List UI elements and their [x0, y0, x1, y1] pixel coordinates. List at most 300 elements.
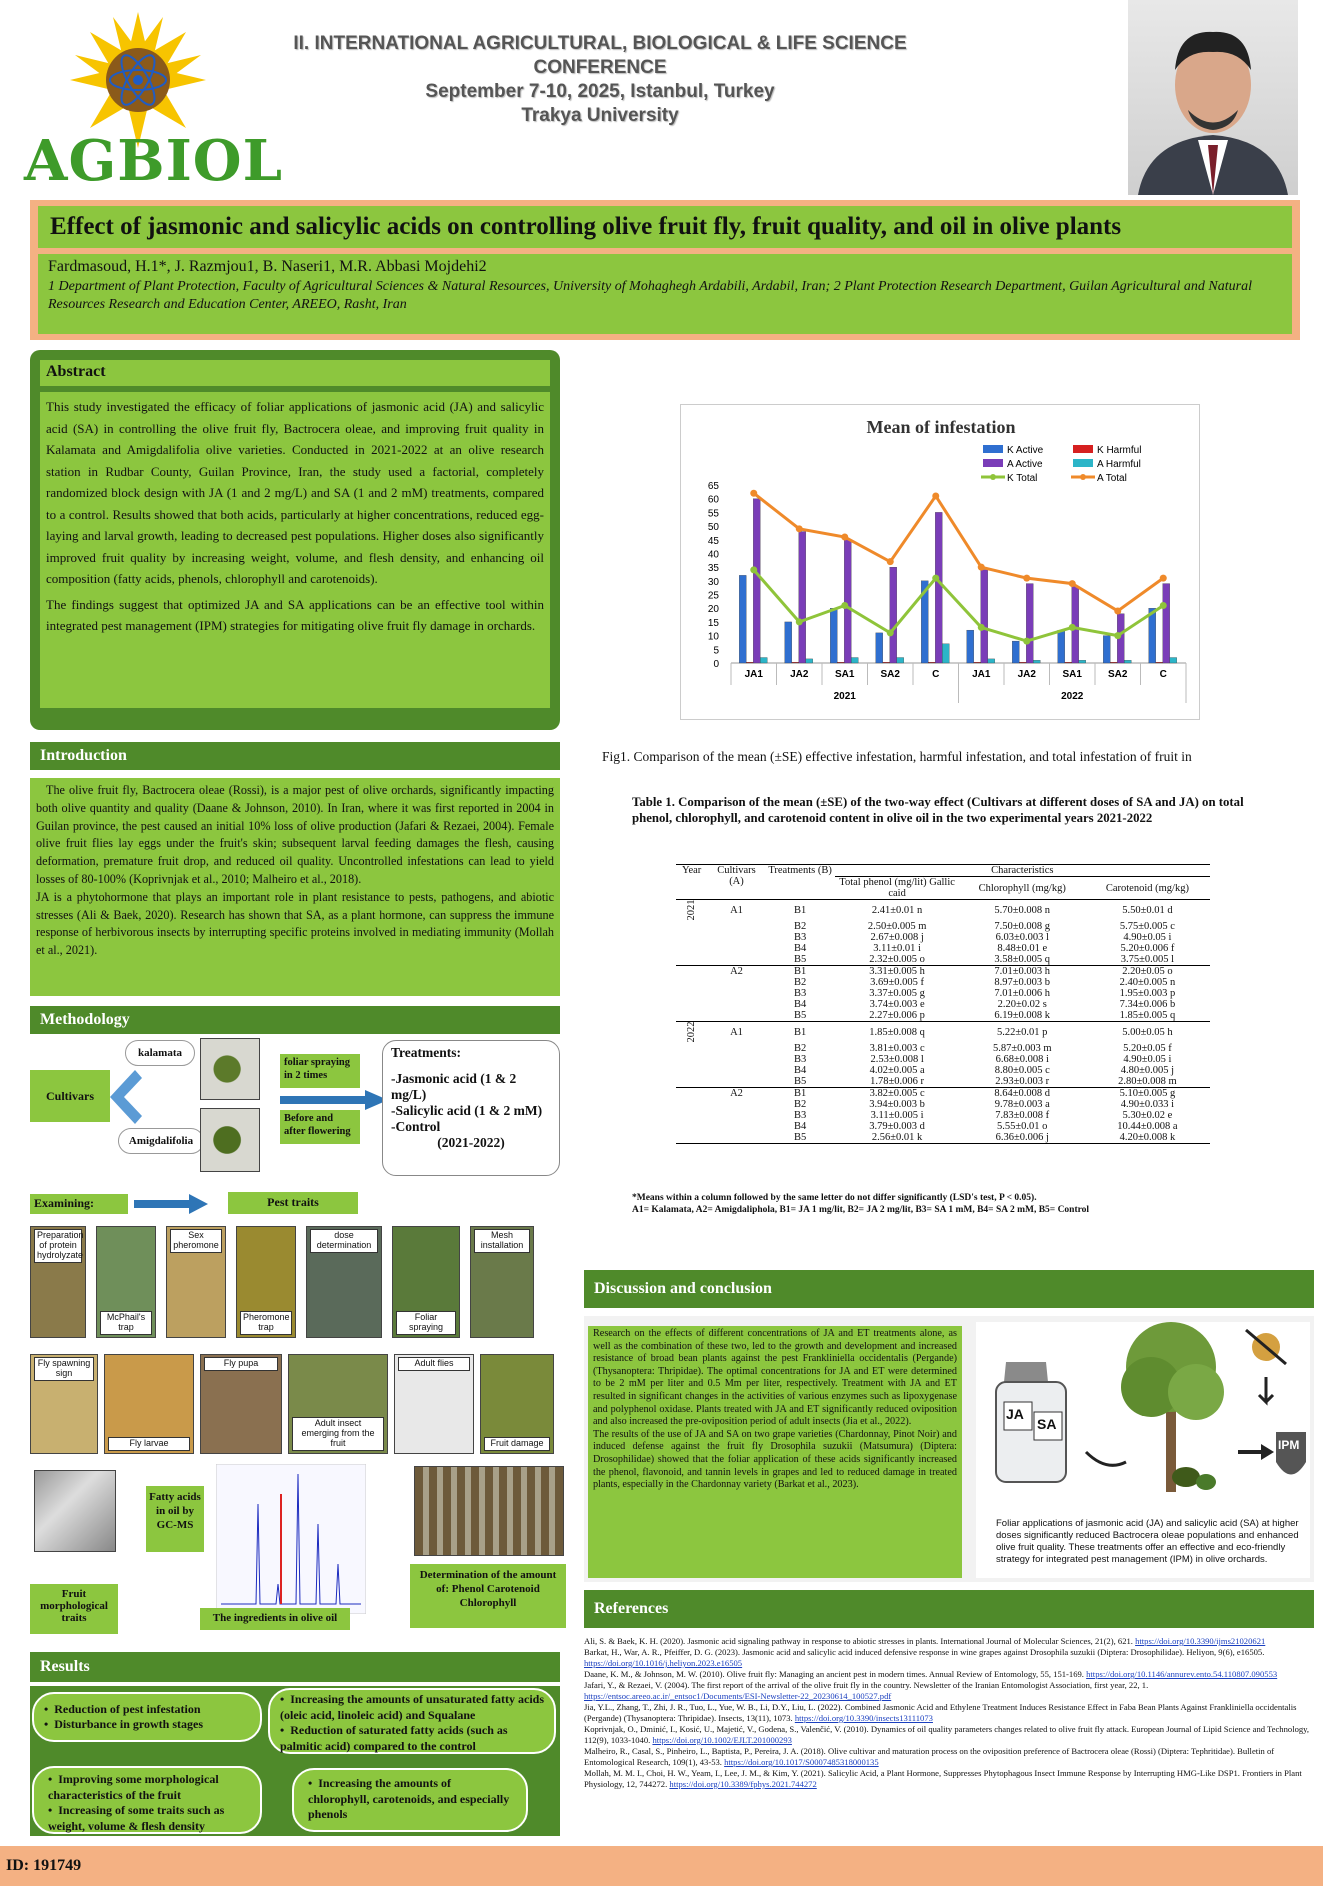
results-panel [30, 1686, 560, 1836]
point [932, 575, 939, 582]
photo-label: Mesh installation [474, 1229, 530, 1253]
table-cell [707, 1043, 765, 1054]
discussion-heading: Discussion and conclusion [584, 1270, 1314, 1308]
table-header-characteristics: Characteristics [835, 865, 1210, 877]
reference-text: Koprivnjak, O., Dminić, I., Kosić, U., Majetić, V., Godena, S., Valenčić, V. (2010). Dynamics of oil quality parameters changes related to olive fruit fly attack. European Journal of Lipid Science and Technology, 112(9), 1033-1040. [584, 1724, 1310, 1745]
bar [1170, 658, 1177, 663]
bar [1110, 662, 1117, 663]
legend-label: K Active [1007, 445, 1044, 456]
point [1023, 575, 1030, 582]
bar [792, 662, 799, 663]
table-row [676, 1065, 1210, 1076]
bar [1033, 660, 1040, 663]
table-cell: 4.90±0.033 i [1120, 1099, 1175, 1110]
results-heading: Results [30, 1652, 560, 1682]
photo-label: Fly spawning sign [34, 1357, 94, 1381]
table-cell: 5.20±0.006 f [1120, 943, 1175, 954]
photo-label: Fruit damage [484, 1437, 550, 1451]
x-tick-label: JA1 [744, 669, 763, 680]
table-cell: 7.83±0.008 f [995, 1110, 1050, 1121]
reference-link[interactable]: https://entsoc.areeo.ac.ir/_entsoc1/Documents/ESI-Newsletter-22_20230614_100527.pdf [584, 1691, 892, 1701]
table-cell: A1 [730, 905, 743, 916]
table-cell: 6.36±0.006 j [995, 1132, 1049, 1143]
reference-link[interactable]: https://doi.org/10.3390/ijms21020621 [1135, 1636, 1266, 1646]
conclusion-figure [976, 1322, 1310, 1578]
table-cell: B2 [793, 1099, 807, 1110]
y-tick-label: 5 [713, 645, 719, 657]
chart-svg [681, 405, 1201, 721]
table-note-2: A1= Kalamata, A2= Amigdaliphola, B1= JA 1 mg/lit, B2= JA 2 mg/lit, B3= SA 1 mM, B4= SA 2 mM, B5= Control [632, 1205, 1090, 1215]
bar [974, 662, 981, 663]
x-tick-label: JA2 [790, 669, 809, 680]
table-cell: 4.80±0.005 j [1120, 1065, 1175, 1076]
table-cell: 7.01±0.003 h [994, 966, 1051, 977]
introduction-body [30, 778, 560, 996]
y-tick-label: 40 [707, 549, 719, 561]
table-cell [707, 1121, 765, 1132]
method-photo [96, 1226, 156, 1338]
table-cell: B3 [793, 1110, 807, 1121]
table-cell [676, 1054, 707, 1065]
bar [967, 630, 974, 663]
table-header-chlorophyll: Chlorophyll (mg/kg) [978, 882, 1066, 894]
table-cell: B4 [793, 943, 807, 954]
table-cell: 3.58±0.005 q [994, 954, 1051, 965]
reference-link[interactable]: https://doi.org/10.1016/j.heliyon.2023.e16505 [584, 1658, 743, 1668]
conference-info [290, 32, 910, 128]
figure-caption-text: Fig1. Comparison of the mean (±SE) effective infestation, harmful infestation, and total infestation of fruit in [602, 750, 1192, 764]
sa-label: SA [1037, 1416, 1057, 1432]
point [932, 492, 939, 499]
table-header-carotenoid: Carotenoid (mg/kg) [1105, 882, 1189, 894]
table-cell [707, 1065, 765, 1076]
discussion-panel [584, 1316, 1314, 1582]
bar [1163, 584, 1170, 663]
reference-link[interactable]: https://doi.org/10.3390/insects13111073 [794, 1713, 933, 1723]
table-cell: 2.20±0.02 s [997, 999, 1047, 1010]
point [978, 624, 985, 631]
poster-id: ID: 191749 [6, 1857, 82, 1874]
method-photo [470, 1226, 534, 1338]
introduction-heading: Introduction [30, 742, 560, 770]
table-cell: B1 [793, 1027, 807, 1038]
table-cell: 2.40±0.005 n [1119, 977, 1176, 988]
chromatogram-icon [216, 1464, 366, 1614]
table-header-cultivars: Cultivars (A) [717, 865, 756, 887]
x-tick-label: SA1 [835, 669, 855, 680]
bar [1124, 660, 1131, 663]
photo-label: Adult insect emerging from the fruit [292, 1417, 384, 1451]
point [1114, 632, 1121, 639]
table-cell: 2.53±0.008 l [870, 1054, 924, 1065]
conference-name: II. INTERNATIONAL AGRICULTURAL, BIOLOGICAL & LIFE SCIENCE [293, 33, 907, 54]
table-cell: B1 [793, 1088, 807, 1099]
conference-date: September 7-10, 2025, Istanbul, Turkey [425, 81, 775, 102]
bar [753, 499, 760, 663]
point [1114, 607, 1121, 614]
table-cell: B4 [793, 1121, 807, 1132]
treatments-box [382, 1040, 560, 1176]
table-notes [632, 1192, 1292, 1216]
spray-timing-box: Before and after flowering [280, 1110, 360, 1144]
table-row [676, 943, 1210, 954]
x-tick-label: JA2 [1017, 669, 1036, 680]
bar [1019, 662, 1026, 663]
table-cell: 2.27±0.006 p [869, 1010, 925, 1021]
ja-label: JA [1006, 1406, 1024, 1422]
reference-item [584, 1702, 1314, 1724]
result-item: • Disturbance in growth stages [44, 1717, 203, 1731]
table-row [676, 1121, 1210, 1132]
y-tick-label: 20 [707, 604, 719, 616]
conference-venue: Trakya University [521, 105, 679, 126]
affiliations: 1 Department of Plant Protection, Faculty of Agricultural Sciences & Natural Resources, University of Mohaghegh Ardabili, Ardabil, Iran; 2 Plant Protection Research Department, Guilan Agricultural and Natural Resources Research and Education Center, AREEO, Rasht, Iran [48, 279, 1252, 312]
bar [890, 567, 897, 663]
table-cell: A1 [730, 1027, 743, 1038]
table-cell: 1.78±0.006 r [870, 1076, 925, 1087]
table-cell: 6.68±0.008 i [995, 1054, 1049, 1065]
table-cell: B5 [793, 1076, 807, 1087]
table-row [676, 1076, 1210, 1088]
reference-item [584, 1768, 1314, 1790]
method-photo [166, 1226, 226, 1338]
method-photo [306, 1226, 382, 1338]
method-photo [394, 1354, 474, 1454]
table-row [676, 932, 1210, 943]
examining-row [30, 1192, 570, 1218]
legend-swatch [1073, 459, 1093, 467]
table-cell: 5.75±0.005 c [1119, 921, 1175, 932]
point [1069, 580, 1076, 587]
table-cell: B3 [793, 932, 807, 943]
table-cell [676, 966, 707, 978]
reference-item [584, 1680, 1314, 1702]
table-row [676, 1132, 1210, 1144]
table-row [676, 1022, 1210, 1044]
photo-label: Pheromone trap [240, 1311, 292, 1335]
amigdalifolia-fruit-photo [200, 1108, 260, 1172]
bar [876, 633, 883, 663]
table-cell: 2.41±0.01 n [871, 905, 923, 916]
results-box-pest [32, 1692, 262, 1742]
y-tick-label: 65 [707, 481, 719, 492]
table-cell: 3.69±0.005 f [870, 977, 925, 988]
bar [981, 570, 988, 663]
table-cell: B1 [793, 966, 807, 977]
chart-title: Mean of infestation [866, 417, 1016, 437]
reference-item [584, 1636, 1314, 1647]
reference-item [584, 1724, 1314, 1746]
table-row [676, 1088, 1210, 1100]
x-tick-label: JA1 [972, 669, 991, 680]
table-cell: 2.93±0.003 r [995, 1076, 1050, 1087]
legend-label: A Total [1097, 473, 1127, 484]
x-tick-label: SA2 [880, 669, 900, 680]
series-line [754, 493, 1164, 611]
point [1160, 602, 1167, 609]
bar [988, 659, 995, 663]
methodology-photos-row-2 [30, 1354, 570, 1454]
table-cell [676, 1121, 707, 1132]
legend-label: A Active [1007, 459, 1043, 470]
table-cell: B5 [793, 1132, 807, 1143]
bar [1058, 630, 1065, 663]
table-cell: B3 [793, 1054, 807, 1065]
reference-text: Mollah, M. M. I., Choi, H. W., Yeam, I., Lee, J. M., & Kim, Y. (2021). Salicylic Acid, a Plant Hormone, Suppresses Phytophagous Insect Immune Response by Interrupting HMG-Like DSP1. Frontiers in Plant Physiology, 12, 744272. [584, 1768, 1302, 1789]
table-cell: 8.48±0.01 e [997, 943, 1048, 954]
bar [739, 575, 746, 663]
method-photo [236, 1226, 296, 1338]
table-cell: 3.11±0.01 i [873, 943, 921, 954]
right-arrow-icon [280, 1090, 390, 1110]
table-row [676, 1054, 1210, 1065]
reference-item [584, 1647, 1314, 1669]
table-cell [707, 1110, 765, 1121]
treatment-sa: -Salicylic acid (1 & 2 mM) [391, 1103, 543, 1118]
reference-text: Ali, S. & Baek, K. H. (2020). Jasmonic acid signaling pathway in response to abiotic stresses in plants. International Journal of Molecular Sciences, 21(2), 621. [584, 1636, 1133, 1646]
table-cell: 2.56±0.01 k [871, 1132, 923, 1143]
reference-text: Jafari, Y., & Rezaei, V. (2004). The first report of the arrival of the olive fruit fly in the country. Newsletter of the Iranian Entomologist Association, first year, 22, 1. [584, 1680, 1149, 1690]
table-cell: 5.50±0.01 d [1122, 905, 1173, 916]
table-cell: B5 [793, 1010, 807, 1021]
determination-label: Determination of the amount of: Phenol Carotenoid Chlorophyll [410, 1564, 566, 1628]
bar [806, 659, 813, 663]
reference-link[interactable]: https://doi.org/10.3389/fphys.2021.744272 [669, 1779, 817, 1789]
table-cell [707, 999, 765, 1010]
point [841, 602, 848, 609]
bar [785, 622, 792, 663]
poster-title: Effect of jasmonic and salicylic acids on controlling olive fruit fly, fruit quality, and oil in olive plants [50, 213, 1122, 240]
x-tick-label: SA2 [1108, 669, 1128, 680]
table-cell: 5.00±0.05 h [1122, 1027, 1173, 1038]
table-row [676, 1010, 1210, 1022]
table-cell: 3.37±0.005 g [869, 988, 925, 999]
table-row [676, 954, 1210, 966]
table-cell: 5.20±0.05 f [1123, 1043, 1172, 1054]
method-photo [200, 1354, 282, 1454]
table-cell: 5.87±0.003 m [992, 1043, 1052, 1054]
logo-text: AGBIOL [24, 128, 283, 194]
result-item: • Improving some morphological characteristics of the fruit [48, 1772, 219, 1802]
table-cell: B2 [793, 1043, 807, 1054]
reference-link[interactable]: https://doi.org/10.1017/S0007485318000135 [724, 1757, 879, 1767]
reference-text: Malheiro, R., Casal, S., Pinheiro, L., Baptista, P., Pereira, J. A. (2018). Olive cultivar and maturation process on the oviposition preference of Bactrocera oleae (Rossi) (Diptera: Tephritidae). Bulletin of Entomological Research, 109(1), 43-53. [584, 1746, 1275, 1767]
data-table [676, 864, 1210, 1144]
table-cell [676, 1132, 707, 1144]
methodology-photos-row-1 [30, 1226, 570, 1338]
table-cell: 5.10±0.005 g [1119, 1088, 1176, 1099]
results-table [676, 864, 1210, 1144]
table-cell [707, 1054, 765, 1065]
table-cell [676, 1065, 707, 1076]
table-cell: 10.44±0.008 a [1117, 1121, 1178, 1132]
introduction-paragraph-2: JA is a phytohormone that plays an important role in plant resistance to pests, pathogens, and abiotic stresses (Ali & Baek, 2020). Research has shown that SA, as a plant hormone, can suppress the immune response of herbivorous insects by interrupting specific proteins involved in mediating immunity (Mollah et al., 2021). [36, 889, 554, 958]
table-row [676, 1099, 1210, 1110]
table-cell [707, 1099, 765, 1110]
x-group-label: 2021 [833, 691, 856, 702]
table-cell: 3.94±0.003 b [869, 1099, 925, 1110]
y-tick-label: 55 [707, 508, 719, 520]
reference-link[interactable]: https://doi.org/10.1002/EJLT.201000293 [652, 1735, 792, 1745]
bar [746, 662, 753, 663]
table-cell: B4 [793, 1065, 807, 1076]
conference-name-2: CONFERENCE [533, 57, 667, 78]
x-tick-label: SA1 [1062, 669, 1082, 680]
table-cell: A2 [730, 1088, 743, 1099]
abstract-body [40, 392, 550, 708]
fruit-traits-label: Fruit morphological traits [30, 1584, 118, 1634]
footer-bar [0, 1846, 1323, 1886]
logo [18, 10, 283, 194]
pest-traits-label: Pest traits [228, 1192, 358, 1214]
branch-arrow-icon [100, 1062, 160, 1132]
reference-text: Daane, K. M., & Johnson, M. W. (2010). Olive fruit fly: Managing an ancient pest in modern times. Annual Review of Entomology, 55, 151-169. [584, 1669, 1084, 1679]
bar [837, 662, 844, 663]
table-cell [707, 1132, 765, 1144]
reference-text: Jia, Y.L., Zhang, T., Zhi, J. R., Tuo, L., Yue, W. B., Li, D.Y., Liu, L. (2022). Combined Jasmonic Acid and Ethylene Treatment Induces Resistance Effect in Faba Bean Plants Against Frankliniella occidentalis (Pergande) (Thysanoptera: Thripidae). Insects, 13(11), 1073. [584, 1702, 1297, 1723]
results-box-fatty [268, 1688, 556, 1754]
results-box-morph [32, 1766, 262, 1834]
bar [1149, 608, 1156, 663]
table-cell: B4 [793, 999, 807, 1010]
right-arrow-icon [134, 1194, 209, 1214]
title-bar [38, 206, 1292, 248]
bar [851, 658, 858, 663]
authors-bar [38, 254, 1292, 334]
reference-item [584, 1669, 1314, 1680]
reference-item [584, 1746, 1314, 1768]
table-cell: 2021 [686, 899, 698, 921]
x-tick-label: C [932, 669, 940, 680]
table-cell [676, 1076, 707, 1088]
table-cell: 2022 [686, 1021, 698, 1043]
abstract-paragraph-1: This study investigated the efficacy of foliar applications of jasmonic acid (JA) and salicylic acid (SA) in controlling the olive fruit fly, Bactrocera oleae, and improving fruit quality in Kalamata and Amigdalifolia olive varieties. Conducted in 2021-2022 at an olive research station in Rudbar County, Guilan Province, Iran, the study used a factorial, completely randomized block design with JA (1 and 2 mg/L) and SA (1 and 2 mM) treatments, compared to a control. Results showed that both acids, particularly at higher concentrations, reduced egg-laying and larval growth, leading to decreased pest populations. Higher doses also significantly improved fruit quality by increasing weight, volume, and flesh density, and enhancing oil composition (fatty acids, phenols, chlorophyll and carotenoids). [46, 399, 544, 586]
table-cell [707, 954, 765, 966]
methodology-diagram [30, 1040, 570, 1200]
x-group-label: 2022 [1061, 691, 1084, 702]
introduction-paragraph-1: The olive fruit fly, Bactrocera oleae (Rossi), is a major pest of olive orchards, significantly impacting both olive quantity and quality (Daane & Johnson, 2010). In Iran, where it was first reported in 2004 in Guilan province, the pest caused an initial 10% loss of olive production (Jafari & Rezaei, 2004). Female olive fruit flies lay eggs under the fruit's skin; subsequent larval feeding damages the flesh, causing deformation, premature fruit drop, and reduced oil quality. Uncontrolled infestations can lead to yield losses of 80-100% (Koprivnjak et al., 2010; Malheiro et al., 2018). [36, 783, 554, 886]
table-cell: 2.80±0.008 m [1118, 1076, 1177, 1087]
y-tick-label: 30 [707, 576, 719, 588]
abstract-heading: Abstract [40, 360, 550, 386]
table-cell: 2.32±0.005 o [869, 954, 925, 965]
y-tick-label: 35 [707, 563, 719, 575]
bar [830, 608, 837, 663]
table-cell [676, 988, 707, 999]
table-row [676, 988, 1210, 999]
photo-label: Foliar spraying [396, 1311, 456, 1335]
table-cell [676, 1110, 707, 1121]
table-cell: 3.75±0.005 l [1120, 954, 1175, 965]
result-item: • Reduction of saturated fatty acids (such as palmitic acid) compared to the control [280, 1723, 508, 1753]
treatments-title: Treatments: [391, 1045, 461, 1060]
bar [1156, 662, 1163, 663]
bar [1026, 584, 1033, 663]
cultivars-box: Cultivars [30, 1070, 110, 1122]
bar [844, 540, 851, 663]
bar [1079, 660, 1086, 663]
method-photo [30, 1354, 98, 1454]
result-item: • Reduction of pest infestation [44, 1702, 201, 1716]
table-row [676, 900, 1210, 922]
table-cell: 2.67±0.008 j [870, 932, 924, 943]
point [1160, 575, 1167, 582]
title-block [30, 200, 1300, 340]
y-tick-label: 10 [707, 631, 719, 643]
photo-label: McPhail's trap [100, 1311, 152, 1335]
table-row [676, 1043, 1210, 1054]
table-cell: 5.22±0.01 p [997, 1027, 1048, 1038]
table-cell [707, 921, 765, 932]
table-cell: 6.19±0.008 k [994, 1010, 1051, 1021]
point [841, 534, 848, 541]
table-cell: 4.90±0.05 i [1123, 932, 1172, 943]
method-photo [104, 1354, 194, 1454]
y-tick-label: 25 [707, 590, 719, 602]
table-header-year: Year [681, 865, 702, 876]
table-cell: 5.70±0.008 n [994, 905, 1051, 916]
legend-swatch [990, 474, 996, 480]
table-cell: B1 [793, 905, 807, 916]
y-tick-label: 45 [707, 535, 719, 547]
bar [799, 532, 806, 663]
point [796, 618, 803, 625]
table-cell: 4.20±0.008 k [1119, 1132, 1176, 1143]
discussion-text [588, 1326, 962, 1578]
table-cell [676, 999, 707, 1010]
legend-swatch [1080, 474, 1086, 480]
treatment-ja: -Jasmonic acid (1 & 2 mg/L) [391, 1071, 517, 1102]
photo-label: Sex pheromone [170, 1229, 222, 1253]
x-tick-label: C [1159, 669, 1167, 680]
table-cell: 1.85±0.005 q [1119, 1010, 1176, 1021]
ingredients-label: The ingredients in olive oil [200, 1608, 350, 1630]
table-cell [676, 932, 707, 943]
table-row [676, 999, 1210, 1010]
table-cell: 5.55±0.01 o [997, 1121, 1048, 1132]
table-cell: 8.80±0.005 c [994, 1065, 1050, 1076]
abstract-box [30, 350, 560, 730]
table-cell [676, 954, 707, 966]
method-photo [30, 1226, 86, 1338]
method-photo [480, 1354, 554, 1454]
table-cell: B2 [793, 921, 807, 932]
table-cell [707, 1076, 765, 1088]
y-tick-label: 50 [707, 522, 719, 534]
table-cell: A2 [730, 966, 743, 977]
point [750, 490, 757, 497]
table-cell [707, 988, 765, 999]
amigdalifolia-label: Amigdalifolia [118, 1128, 204, 1154]
table-row [676, 966, 1210, 978]
bar [1065, 662, 1072, 663]
table-cell [676, 921, 707, 932]
y-tick-label: 15 [707, 617, 719, 629]
infestation-chart [680, 404, 1200, 720]
reference-link[interactable]: https://doi.org/10.1146/annurev.ento.54.110807.090553 [1086, 1669, 1278, 1679]
references-list [584, 1636, 1314, 1836]
legend-label: K Harmful [1097, 445, 1142, 456]
point [978, 564, 985, 571]
table-cell: 2.50±0.005 m [867, 921, 927, 932]
table-cell [707, 1010, 765, 1022]
spray-times-box: foliar spraying in 2 times [280, 1054, 360, 1088]
table-cell: 7.01±0.006 h [994, 988, 1051, 999]
table-cell [707, 943, 765, 954]
table-cell: B2 [793, 977, 807, 988]
table-cell: 3.81±0.003 c [869, 1043, 925, 1054]
table-cell: 1.95±0.003 p [1119, 988, 1176, 999]
